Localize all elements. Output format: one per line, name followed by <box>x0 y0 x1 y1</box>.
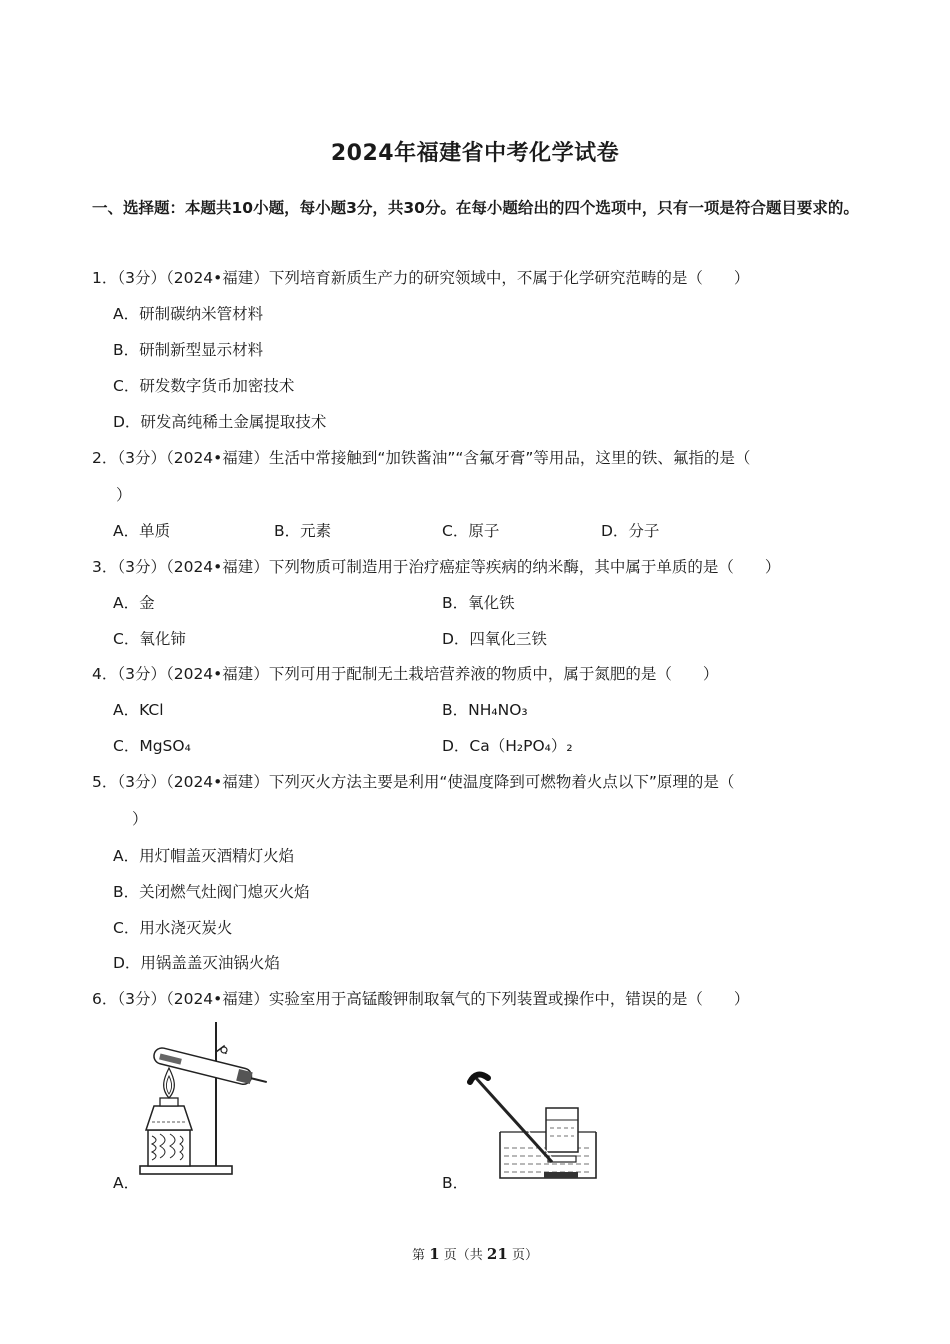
question-3-option-b: B．氧化铁 <box>442 594 515 612</box>
footer-mid: 页（共 <box>443 1248 483 1263</box>
question-5-stem-cont: ） <box>132 810 148 828</box>
question-3-option-c: C．氧化铈 <box>113 630 186 648</box>
question-4-option-d: D．Ca（H₂PO₄）₂ <box>442 737 573 755</box>
question-1-stem: 1．（3分）（2024•福建）下列培育新质生产力的研究领域中，不属于化学研究范畴的是（ ） <box>92 269 750 287</box>
question-2-stem: 2．（3分）（2024•福建）生活中常接触到“加铁酱油”“含氟牙膏”等用品，这里的铁、氟指的是（ <box>92 449 751 467</box>
question-1-option-a: A．研制碳纳米管材料 <box>113 305 264 323</box>
question-3-option-a: A．金 <box>113 594 155 612</box>
question-4-option-c: C．MgSO₄ <box>113 737 191 755</box>
question-2-option-b: B．元素 <box>274 522 332 540</box>
question-1-option-b: B．研制新型显示材料 <box>113 341 264 359</box>
question-2-option-a: A．单质 <box>113 522 171 540</box>
question-4-option-b: B．NH₄NO₃ <box>442 701 528 719</box>
question-5-option-d: D．用锅盖盖灭油锅火焰 <box>113 954 280 972</box>
section-header: 一、选择题：本题共10小题，每小题3分，共30分。在每小题给出的四个选项中，只有一项是符合题目要求的。 <box>92 199 859 217</box>
question-5-stem: 5．（3分）（2024•福建）下列灭火方法主要是利用“使温度降到可燃物着火点以下”原理的是（ <box>92 773 735 791</box>
question-1-option-c: C．研发数字货币加密技术 <box>113 377 295 395</box>
question-2-option-d: D．分子 <box>601 522 660 540</box>
question-6-option-b: B． <box>442 1174 469 1192</box>
page-title: 2024年福建省中考化学试卷 <box>330 141 620 166</box>
question-3-stem: 3．（3分）（2024•福建）下列物质可制造用于治疗癌症等疾病的纳米酶，其中属于单质的是（ ） <box>92 558 781 576</box>
question-6-stem: 6．（3分）（2024•福建）实验室用于高锰酸钾制取氧气的下列装置或操作中，错误的是（ ） <box>92 990 750 1008</box>
question-5-option-c: C．用水浇灭炭火 <box>113 919 233 937</box>
page-footer <box>0 1244 950 1263</box>
footer-suffix: 页） <box>511 1248 538 1263</box>
question-2-stem-cont: ） <box>116 486 132 504</box>
footer-page-number: 1 <box>429 1245 440 1263</box>
question-3-option-d: D．四氧化三铁 <box>442 630 547 648</box>
question-2-option-c: C．原子 <box>442 522 500 540</box>
question-6-option-a: A． <box>113 1174 140 1192</box>
question-5-option-b: B．关闭燃气灶阀门熄灭火焰 <box>113 883 310 901</box>
question-4-stem: 4．（3分）（2024•福建）下列可用于配制无土栽培营养液的物质中，属于氮肥的是（ ） <box>92 665 719 683</box>
footer-prefix: 第 <box>412 1248 426 1263</box>
figure-b-water-collection <box>466 1070 606 1186</box>
figure-a-heating-apparatus <box>130 1018 275 1188</box>
question-1-option-d: D．研发高纯稀土金属提取技术 <box>113 413 327 431</box>
question-5-option-a: A．用灯帽盖灭酒精灯火焰 <box>113 847 295 865</box>
question-4-option-a: A．KCl <box>113 701 164 719</box>
footer-total-pages: 21 <box>486 1245 508 1263</box>
